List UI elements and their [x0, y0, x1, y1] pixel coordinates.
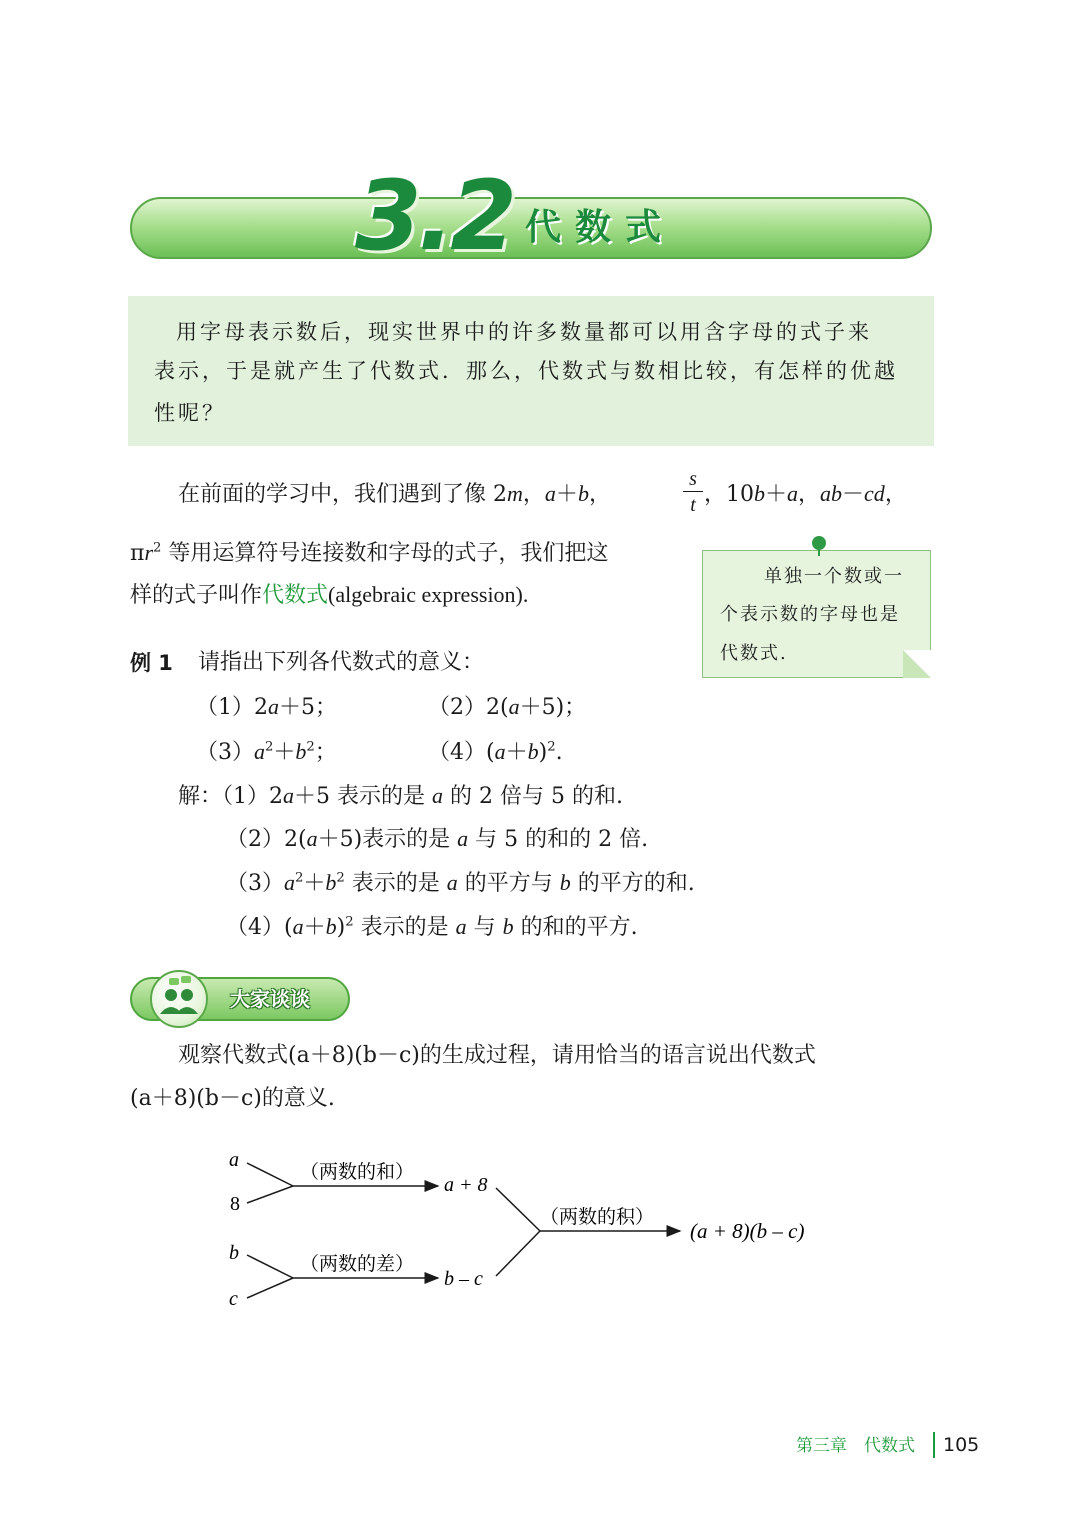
- intro-line-2: 表示，于是就产生了代数式．那么，代数式与数相比较，有怎样的优越: [154, 359, 898, 383]
- term-highlight: 代数式: [262, 583, 329, 608]
- section-title: 代数式: [525, 207, 676, 248]
- para1-line-1: 在前面的学习中，我们遇到了像 2m，a＋b，: [178, 481, 611, 507]
- edge-diff-out: [496, 1231, 540, 1276]
- people-icon: [152, 972, 206, 1026]
- discuss-circle: [150, 970, 208, 1028]
- item-4: $(4)(a+b)^2$.: [428, 739, 563, 765]
- item-2: （2）2(a＋5)；: [428, 694, 587, 720]
- expression-tree-diagram: [0, 1130, 1080, 1320]
- solution-4: $(4)(a+b)^2$ 表示的是 a 与 b 的和的平方.: [226, 914, 638, 940]
- fraction: s t: [683, 466, 703, 517]
- input-8: 8: [230, 1193, 240, 1215]
- note-line-1: 单独一个数或一: [764, 566, 904, 587]
- pushpin-icon: [812, 536, 826, 550]
- footer-chapter: 第三章 代数式: [796, 1436, 915, 1456]
- output-final: (a + 8)(b – c): [690, 1219, 805, 1243]
- input-a: a: [229, 1149, 239, 1171]
- para1-line-3: 样的式子叫作代数式(algebraic expression).: [130, 582, 529, 608]
- solution-1: 解：（1）2a＋5 表示的是 a 的 2 倍与 5 的和.: [178, 783, 623, 809]
- page-curl-icon: [903, 650, 931, 678]
- discuss-label: 大家谈谈: [230, 987, 310, 1011]
- edge-b: [247, 1255, 293, 1278]
- footer-separator: [933, 1432, 935, 1458]
- para1-line-1-cont: ，10b＋a，ab－cd，: [704, 481, 907, 507]
- edge-sum-out: [496, 1188, 540, 1231]
- solution-3: $(3)a^2+b^2$ 表示的是 a 的平方与 b 的平方的和.: [226, 870, 695, 896]
- page-number: 105: [943, 1434, 980, 1456]
- output-diff: b – c: [444, 1268, 483, 1290]
- label-sum: （两数的和）: [300, 1161, 415, 1183]
- note-line-3: 代数式.: [720, 643, 788, 664]
- input-c: c: [229, 1288, 238, 1310]
- item-1: （1）2a＋5；: [196, 694, 337, 720]
- example-label: 例 1: [130, 651, 173, 675]
- discuss-line-1: 观察代数式(a＋8)(b－c)的生成过程，请用恰当的语言说出代数式: [178, 1043, 816, 1068]
- section-number: 3.2: [355, 160, 514, 272]
- label-diff: （两数的差）: [300, 1253, 415, 1275]
- discuss-line-2: (a＋8)(b－c)的意义.: [130, 1086, 335, 1111]
- label-prod: （两数的积）: [540, 1206, 655, 1228]
- intro-line-3: 性呢？: [154, 401, 226, 425]
- item-3: $(3)a^2+b^2$；: [196, 739, 337, 765]
- intro-line-1: 用字母表示数后，现实世界中的许多数量都可以用含字母的式子来: [176, 320, 872, 344]
- para1-line-2: $\pi r^2$ 等用运算符号连接数和字母的式子，我们把这: [130, 540, 609, 566]
- edge-a: [247, 1163, 293, 1186]
- output-sum: a + 8: [444, 1174, 488, 1196]
- edge-c: [247, 1278, 293, 1298]
- input-b: b: [229, 1242, 239, 1264]
- edge-8: [247, 1186, 293, 1203]
- example-prompt: 请指出下列各代数式的意义：: [198, 650, 485, 675]
- solution-2: （2）2(a＋5)表示的是 a 与 5 的和的 2 倍.: [226, 826, 649, 852]
- note-line-2: 个表示数的字母也是: [720, 604, 900, 625]
